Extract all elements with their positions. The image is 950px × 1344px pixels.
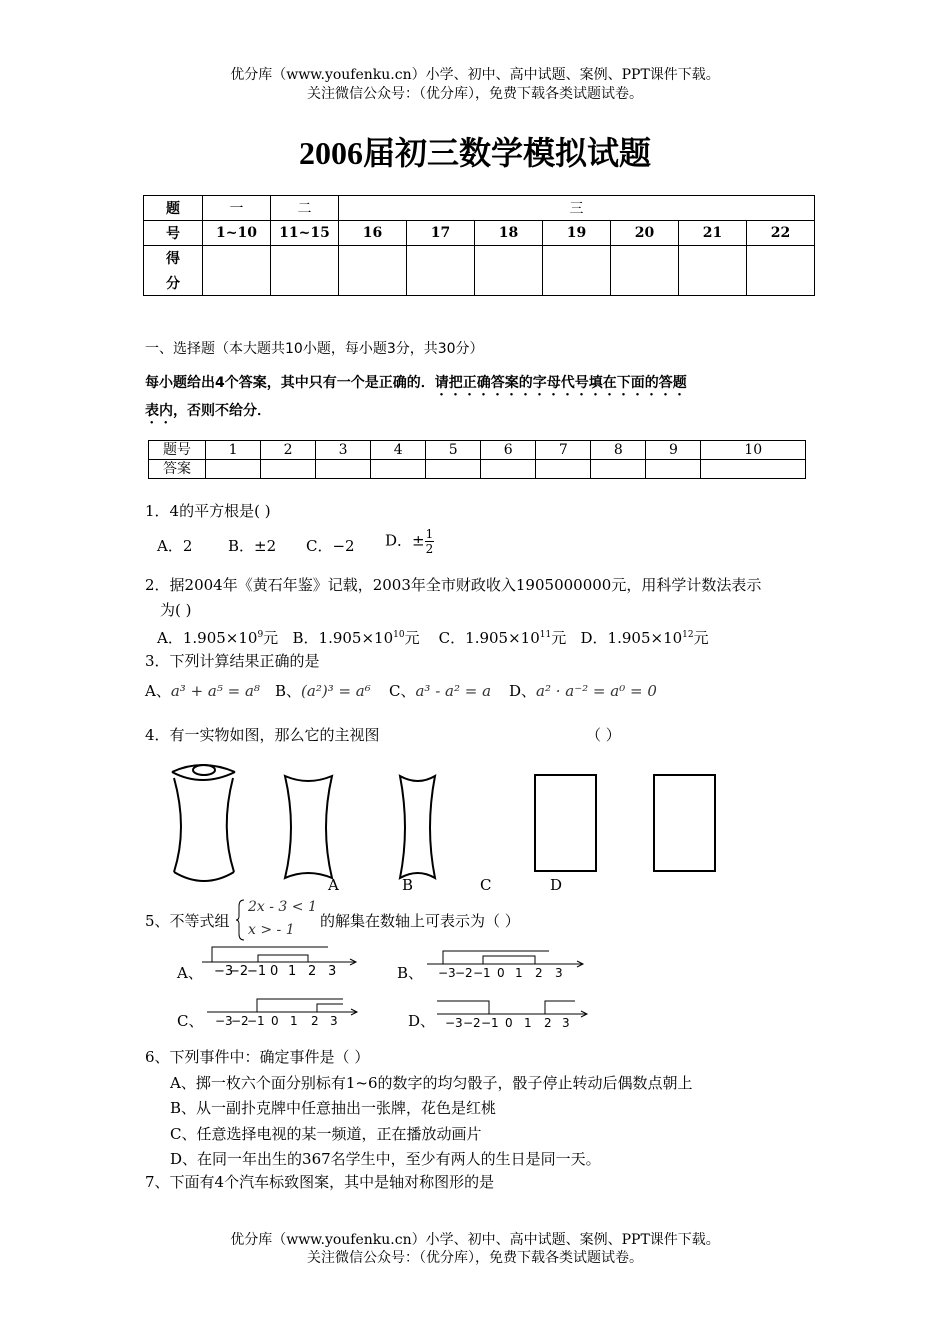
header-line-1: 优分库（www.youfenku.cn）小学、初中、高中试题、案例、PPT课件下载。 — [230, 67, 720, 83]
q3-option-d — [509, 680, 657, 702]
q2-c-base: C．1.905×10 — [438, 629, 540, 647]
q3-stem: 3．下列计算结果正确的是 — [145, 652, 320, 670]
q2-c-unit: 元 — [551, 629, 567, 647]
q2-a-exp: 9 — [257, 630, 264, 640]
score-label-ti: 题 — [144, 196, 203, 221]
q6-option-d: D、在同一年出生的367名学生中，至少有两人的生日是同一天。 — [170, 1150, 601, 1168]
q2-stem: 2．据2004年《黄石年鉴》记载，2003年全市财政收入1905000000元，用科学计数法表示 — [145, 576, 762, 594]
q3-option-a — [145, 680, 260, 702]
q4-figures — [160, 760, 730, 895]
q2-d-base: D．1.905×10 — [580, 629, 683, 647]
q5-c-tick: 1 — [290, 1014, 298, 1028]
score-label-de: 得 — [144, 246, 203, 271]
q5-d-tick: 1 — [524, 1016, 532, 1030]
q5-ineq-1: 2x - 3 < 1 — [248, 899, 317, 915]
q3-option-b — [275, 680, 371, 702]
answer-cell[interactable] — [591, 460, 646, 479]
q5-d-tick: 0 — [505, 1016, 513, 1030]
answer-num: 6 — [481, 441, 536, 460]
q2-options — [157, 624, 709, 649]
q5-label-c: C、 — [177, 1012, 204, 1030]
q5-stem-pre: 5、不等式组 — [145, 912, 230, 930]
score-group-1: 一 — [203, 196, 271, 221]
answer-num: 1 — [206, 441, 261, 460]
q5-b-tick: −2 — [455, 966, 473, 980]
q4-object-figure — [172, 765, 235, 881]
q5-c-tick: 0 — [271, 1014, 279, 1028]
q3-a-expr: a³ + a⁵ = a⁸ — [170, 682, 260, 700]
q3-b-label: B、 — [275, 682, 302, 700]
q5-b-segment — [483, 956, 535, 964]
q5-c-tick: −2 — [231, 1014, 249, 1028]
score-label-hao: 号 — [144, 221, 203, 246]
answer-cell[interactable] — [481, 460, 536, 479]
answer-row1-label: 题号 — [149, 441, 206, 460]
score-cell[interactable] — [611, 246, 679, 296]
score-group-3: 三 — [339, 196, 815, 221]
answer-cell[interactable] — [426, 460, 481, 479]
q3-d-expr: a² · a⁻² = a⁰ = 0 — [536, 682, 657, 700]
score-cell[interactable] — [679, 246, 747, 296]
answer-row2-label: 答案 — [149, 460, 206, 479]
q1-d-den: 2 — [425, 542, 434, 556]
q5-b-tick: 0 — [497, 966, 505, 980]
q5-numberline-a — [200, 943, 360, 979]
q2-c-exp: 11 — [539, 630, 552, 640]
q5-d-tick: −1 — [481, 1016, 499, 1030]
q4-option-a-shape — [285, 776, 332, 878]
q5-d-tick: −2 — [463, 1016, 481, 1030]
q4-stem: 4．有一实物如图，那么它的主视图 — [145, 726, 380, 744]
q5-b-tick: 2 — [535, 966, 543, 980]
q5-d-ray-left — [437, 1001, 489, 1014]
instr-dotted-2: 表内 — [145, 403, 173, 419]
q5-numberline-d — [435, 996, 595, 1030]
q5-ineq-2: x > - 1 — [248, 922, 295, 938]
answer-cell[interactable] — [646, 460, 701, 479]
q4-label-d: D — [550, 876, 563, 894]
q3-b-expr: (a²)³ = a⁶ — [301, 682, 371, 700]
score-col: 22 — [747, 221, 815, 246]
q6-option-c: C、任意选择电视的某一频道，正在播放动画片 — [170, 1125, 482, 1143]
q7-stem: 7、下面有4个汽车标致图案，其中是轴对称图形的是 — [145, 1173, 495, 1191]
q3-a-label: A、 — [145, 682, 171, 700]
q6-stem: 6、下列事件中：确定事件是（ ） — [145, 1048, 370, 1066]
answer-table — [148, 440, 806, 479]
score-col: 18 — [475, 221, 543, 246]
answer-num: 3 — [316, 441, 371, 460]
q5-label-b: B、 — [397, 964, 424, 982]
score-col: 19 — [543, 221, 611, 246]
q2-a-base: A．1.905×10 — [157, 629, 258, 647]
answer-cell[interactable] — [536, 460, 591, 479]
q2-stem-2: 为( ) — [160, 601, 192, 619]
q5-numberline-c — [205, 994, 365, 1028]
q1-d-fraction — [425, 527, 435, 556]
score-col: 11~15 — [271, 221, 339, 246]
instr-plain: 每小题给出4个答案，其中只有一个是正确的． — [145, 375, 435, 391]
q2-b-unit: 元 — [404, 629, 420, 647]
answer-num: 10 — [701, 441, 806, 460]
footer-line-1: 优分库（www.youfenku.cn）小学、初中、高中试题、案例、PPT课件下载。 — [230, 1232, 720, 1248]
q5-label-a: A、 — [177, 964, 203, 982]
score-label-fen: 分 — [144, 271, 203, 296]
q4-option-d-shape — [654, 775, 715, 871]
q1-option-d — [385, 527, 434, 556]
q5-b-tick: 1 — [515, 966, 523, 980]
q5-a-tick: −1 — [247, 964, 267, 979]
q3-option-c — [389, 680, 491, 702]
q5-c-tick: −3 — [215, 1014, 233, 1028]
q5-d-ray-right — [545, 1001, 575, 1014]
q4-option-c-shape — [535, 775, 596, 871]
q5-a-tick: 0 — [270, 964, 279, 979]
q1-d-prefix: D．± — [385, 531, 425, 550]
q5-stem-post: 的解集在数轴上可表示为（ ） — [320, 912, 520, 930]
q5-b-ray — [443, 951, 549, 964]
q5-c-ray — [257, 999, 343, 1012]
page-title: 2006届初三数学模拟试题 — [298, 135, 651, 171]
score-cell[interactable] — [271, 246, 339, 296]
answer-num: 7 — [536, 441, 591, 460]
q1-option-c: C．−2 — [306, 537, 355, 555]
q4-option-b-shape — [400, 776, 435, 878]
instr-tail: ，否则不给分． — [173, 403, 271, 419]
header-line-2: 关注微信公众号：（优分库），免费下载各类试题试卷。 — [307, 86, 643, 102]
instr-dotted-1: 请把正确答案的字母代号填在下面的答题 — [434, 375, 687, 391]
answer-cell[interactable] — [701, 460, 806, 479]
q4-label-a: A — [328, 876, 339, 894]
score-group-2: 二 — [271, 196, 339, 221]
q2-b-exp: 10 — [393, 630, 405, 640]
answer-cell[interactable] — [261, 460, 316, 479]
q5-a-tick: 1 — [288, 964, 297, 979]
score-col: 21 — [679, 221, 747, 246]
q5-b-tick: 3 — [555, 966, 563, 980]
q5-c-ray-2 — [317, 1004, 343, 1012]
q5-a-segment — [258, 955, 308, 962]
score-cell[interactable] — [203, 246, 271, 296]
answer-cell[interactable] — [371, 460, 426, 479]
q5-c-tick: 2 — [311, 1014, 319, 1028]
score-cell[interactable] — [475, 246, 543, 296]
score-cell[interactable] — [747, 246, 815, 296]
q5-a-tick: 3 — [328, 964, 337, 979]
q5-numberline-b — [425, 946, 590, 980]
score-col: 1~10 — [203, 221, 271, 246]
score-cell[interactable] — [407, 246, 475, 296]
q4-label-b: B — [402, 876, 414, 894]
section1-instructions — [145, 371, 810, 427]
q3-d-label: D、 — [509, 682, 537, 700]
score-cell[interactable] — [543, 246, 611, 296]
q4-paren: （ ） — [586, 726, 621, 744]
q2-a-unit: 元 — [263, 629, 279, 647]
q5-c-tick: −1 — [247, 1014, 265, 1028]
score-cell[interactable] — [339, 246, 407, 296]
q1-stem: 1．4的平方根是( ) — [145, 502, 271, 520]
answer-num: 4 — [371, 441, 426, 460]
q5-label-d: D、 — [408, 1012, 436, 1030]
q5-a-tick: −3 — [214, 964, 234, 979]
score-col: 17 — [407, 221, 475, 246]
q5-c-tick: 3 — [330, 1014, 338, 1028]
q6-option-b: B、从一副扑克牌中任意抽出一张牌，花色是红桃 — [170, 1099, 497, 1117]
q5-brace — [236, 898, 246, 942]
q1-option-a: A．2 — [157, 537, 193, 555]
footer-line-2: 关注微信公众号：（优分库），免费下载各类试题试卷。 — [307, 1250, 643, 1266]
score-table — [143, 195, 815, 296]
score-col: 16 — [339, 221, 407, 246]
q6-option-a: A、掷一枚六个面分别标有1~6的数字的均匀骰子，骰子停止转动后偶数点朝上 — [170, 1074, 693, 1092]
q5-a-tick: −2 — [229, 964, 249, 979]
q4-label-c: C — [480, 876, 492, 894]
answer-num: 2 — [261, 441, 316, 460]
q5-d-tick: 2 — [544, 1016, 552, 1030]
answer-cell[interactable] — [316, 460, 371, 479]
q2-d-unit: 元 — [693, 629, 709, 647]
q2-b-base: B．1.905×10 — [292, 629, 394, 647]
q5-b-tick: −1 — [473, 966, 491, 980]
answer-num: 9 — [646, 441, 701, 460]
q3-c-expr: a³ - a² = a — [415, 682, 492, 700]
section1-heading: 一、选择题（本大题共10小题，每小题3分，共30分） — [145, 341, 484, 357]
q5-d-tick: −3 — [445, 1016, 463, 1030]
q5-d-tick: 3 — [562, 1016, 570, 1030]
answer-num: 8 — [591, 441, 646, 460]
q1-option-b: B．±2 — [228, 537, 277, 555]
q1-d-num: 1 — [425, 527, 434, 541]
answer-cell[interactable] — [206, 460, 261, 479]
q5-a-tick: 2 — [308, 964, 317, 979]
q5-b-tick: −3 — [438, 966, 456, 980]
score-col: 20 — [611, 221, 679, 246]
q2-d-exp: 12 — [682, 630, 694, 640]
q3-c-label: C、 — [389, 682, 416, 700]
answer-num: 5 — [426, 441, 481, 460]
